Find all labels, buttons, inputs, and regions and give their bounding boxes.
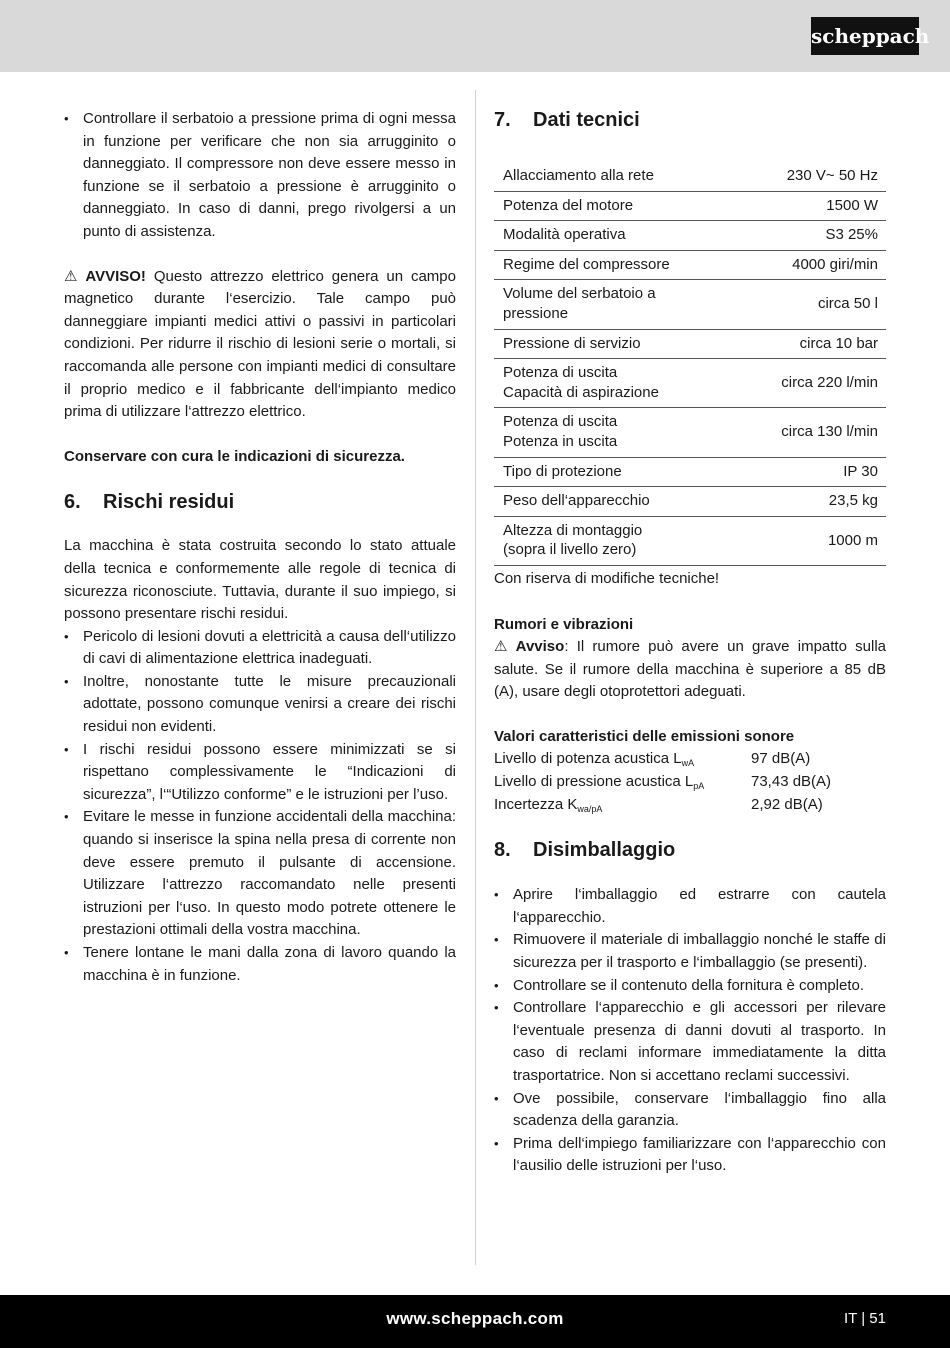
spec-value: 4000 giri/min	[792, 255, 878, 273]
table-row	[494, 516, 886, 565]
warning-paragraph	[64, 266, 456, 424]
section-8-title: Disimballaggio	[533, 839, 676, 862]
emission-label-text: Incertezza K	[494, 795, 578, 813]
spec-value: 1000 m	[827, 531, 878, 549]
list-item: • Controllare se il contenuto della fornitura è completo.	[494, 975, 886, 998]
list-item: • Controllare l‘apparecchio e gli accessori per rilevare l‘eventuale presenza di danni dovuti al trasporto. In caso di reclami informare immediatamente la ditta trasportatrice. Non si accettano reclami successivi.	[494, 997, 886, 1087]
section-7-heading	[494, 108, 886, 132]
list-item: • Inoltre, nonostante tutte le misure precauzionali adottate, possono comunque venirsi a creare dei rischi residui non evidenti.	[64, 671, 456, 739]
emission-label	[494, 748, 751, 771]
spec-label: Tipo di protezione	[503, 462, 622, 480]
emission-value: 2,92 dB(A)	[751, 795, 823, 813]
header-band	[0, 0, 950, 72]
emission-label	[494, 794, 751, 817]
reserve-note: Con riserva di modifiche tecniche!	[494, 569, 720, 587]
spec-value: 23,5 kg	[828, 492, 878, 510]
spec-label: Peso dell‘apparecchio	[503, 492, 650, 510]
table-row	[494, 250, 886, 280]
list-item: • Prima dell‘impiego familiarizzare con l‘apparecchio con l‘ausilio delle istruzioni per l‘uso.	[494, 1133, 886, 1178]
emission-value: 73,43 dB(A)	[751, 773, 832, 791]
emission-subscript: wa/pA	[577, 803, 603, 814]
footer-bar	[0, 1295, 950, 1348]
table-row	[494, 408, 886, 457]
spec-value: 230 V~ 50 Hz	[786, 167, 878, 184]
emission-row	[494, 771, 886, 794]
warning-icon: ⚠	[64, 267, 78, 285]
table-row	[494, 457, 886, 487]
keep-note: Conservare con cura le indicazioni di sicurezza.	[64, 447, 405, 465]
noise-label: Avviso	[515, 638, 565, 656]
column-divider	[475, 90, 476, 1265]
emissions-heading: Valori caratteristici delle emissioni sonore	[494, 727, 795, 745]
spec-label: Potenza di uscita Potenza in uscita	[503, 413, 618, 450]
noise-text: : Il rumore può avere un grave impatto sulla salute. Se il rumore della macchina è superiore a 85 dB (A), usare degli otoprotettori adeguati.	[494, 638, 886, 701]
page-number: IT | 51	[844, 1310, 886, 1327]
spec-value: circa 220 l/min	[781, 373, 878, 391]
spec-label: Pressione di servizio	[503, 334, 641, 352]
table-row	[494, 191, 886, 221]
table-row	[494, 359, 886, 408]
list-item: • Aprire l‘imballaggio ed estrarre con cautela l‘apparecchio.	[494, 884, 886, 929]
emission-row	[494, 748, 886, 771]
section-8-bullet-list	[494, 884, 886, 1178]
section-6-title: Rischi residui	[103, 491, 235, 514]
spec-value: circa 50 l	[817, 295, 878, 313]
left-column	[64, 108, 456, 987]
spec-label: Potenza del motore	[503, 196, 634, 214]
list-item: • Pericolo di lesioni dovuti a elettricità a causa dell‘utilizzo di cavi di alimentazione elettrica inadeguati.	[64, 626, 456, 671]
table-row	[494, 221, 886, 251]
table-row	[494, 487, 886, 517]
spec-value: circa 10 bar	[799, 334, 878, 352]
spec-value: 1500 W	[826, 196, 878, 214]
spec-label: Allacciamento alla rete	[503, 167, 654, 184]
table-row	[494, 329, 886, 359]
emission-label-text: Livello di pressione acustica L	[494, 773, 694, 791]
scheppach-logo: scheppach	[811, 17, 919, 55]
list-item: • Ove possibile, conservare l‘imballaggio fino alla scadenza della garanzia.	[494, 1088, 886, 1133]
spec-value: IP 30	[843, 462, 878, 480]
emission-subscript: pA	[693, 781, 705, 792]
list-item: • Evitare le messe in funzione accidentali della macchina: quando si inserisce la spina nella presa di corrente non deve essere premuto il pulsante di accensione. Utilizzare l‘attrezzo raccomandato nelle presenti istruzioni per l‘uso. In questo modo potrete ottenere le prestazioni ottimali della vostra macchina.	[64, 806, 456, 942]
warning-icon: ⚠	[494, 638, 508, 656]
emission-subscript: wA	[681, 758, 695, 769]
spec-label: Regime del compressore	[503, 255, 670, 273]
emission-label-text: Livello di potenza acustica L	[494, 750, 682, 768]
noise-heading: Rumori e vibrazioni	[494, 615, 634, 633]
spec-value: circa 130 l/min	[781, 423, 878, 441]
section-6-number: 6.	[64, 491, 81, 514]
list-item: • Controllare il serbatoio a pressione prima di ogni messa in funzione per verificare che non sia arrugginito o danneggiato. Il compressore non deve essere messo in funzione se il serbatoio a pressione è arrugginito o danneggiato. In caso di danni, prego rivolgersi a un punto di assistenza.	[64, 108, 456, 244]
right-column	[494, 108, 886, 1178]
section-8-number: 8.	[494, 839, 511, 862]
list-item: • Rimuovere il materiale di imballaggio nonché le staffe di sicurezza per il trasporto e l‘imballaggio (se presenti).	[494, 929, 886, 974]
spec-label: Volume del serbatoio a pressione	[503, 285, 656, 322]
table-row	[494, 162, 886, 191]
technical-data-table	[494, 162, 886, 566]
footer-url[interactable]: www.scheppach.com	[386, 1309, 564, 1328]
table-row	[494, 280, 886, 329]
list-item: • I rischi residui possono essere minimizzati se si rispettano complessivamente le “Indicazioni di sicurezza”, l‘“Utilizzo conforme” e le istruzioni per l’uso.	[64, 739, 456, 807]
intro-bullet-list	[64, 108, 456, 244]
section-6-bullet-list	[64, 626, 456, 988]
section-6-intro: La macchina è stata costruita secondo lo stato attuale della tecnica e conformemente alle regole di tecnica di sicurezza riconosciute. Tuttavia, durante il suo impiego, si possono presentare rischi residui.	[64, 537, 456, 623]
spec-label: Potenza di uscita Capacità di aspirazione	[503, 364, 659, 401]
spec-label: Modalità operativa	[503, 226, 626, 244]
warning-label: AVVISO!	[85, 267, 146, 285]
section-7-number: 7.	[494, 109, 511, 131]
warning-text: Questo attrezzo elettrico genera un campo magnetico durante l‘esercizio. Tale campo può danneggiare impianti medici attivi o passivi in particolari condizioni. Per ridurre il rischio di lesioni serie o mortali, si raccomanda alle persone con impianti medici di consultare il proprio medico e il fabbricante dell‘impianto medico prima di utilizzare l‘attrezzo elettrico.	[64, 267, 456, 421]
emission-row	[494, 794, 886, 817]
noise-paragraph	[494, 636, 886, 704]
section-6-heading	[64, 490, 456, 514]
emission-value: 97 dB(A)	[751, 750, 811, 768]
emission-label	[494, 771, 751, 794]
spec-label: Altezza di montaggio (sopra il livello zero)	[503, 521, 643, 559]
list-item: • Tenere lontane le mani dalla zona di lavoro quando la macchina è in funzione.	[64, 942, 456, 987]
spec-value: S3 25%	[825, 226, 878, 244]
section-7-title: Dati tecnici	[533, 109, 640, 131]
section-8-heading	[494, 838, 886, 862]
